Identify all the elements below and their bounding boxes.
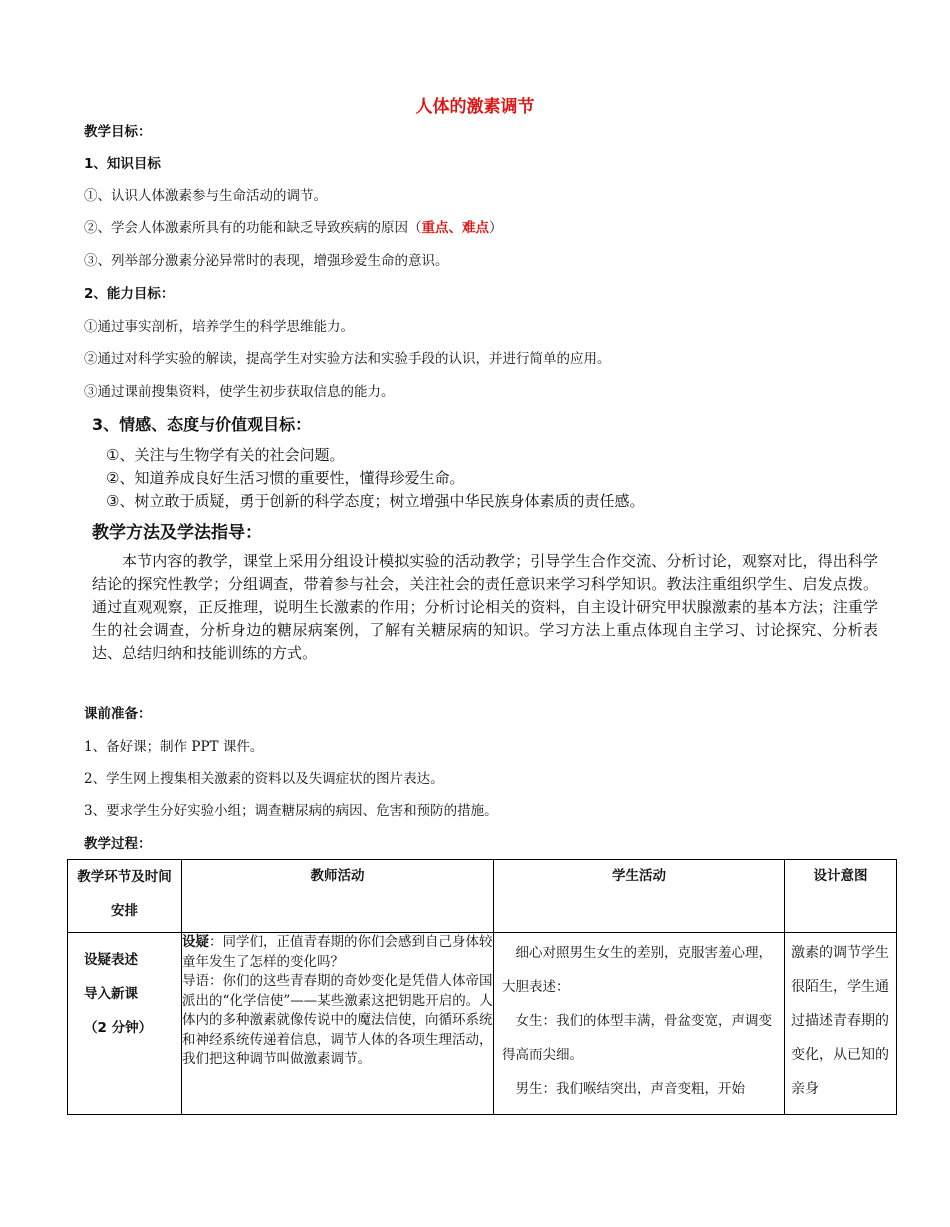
ability-heading: 2、能力目标： — [84, 286, 175, 302]
process-table — [67, 859, 897, 1115]
emotion-item-3: ③、树立敢于质疑，勇于创新的科学态度；树立增强中华民族身体素质的责任感。 — [106, 492, 645, 510]
stage-cell — [68, 933, 182, 1115]
student-male: 男生：我们喉结突出，声音变粗，开始 — [515, 1081, 745, 1097]
prep-item-3: 3、要求学生分好实验小组；调查糖尿病的病因、危害和预防的措施。 — [84, 803, 498, 819]
knowledge-heading: 1、知识目标 — [84, 156, 161, 172]
emotion-item-1: ①、关注与生物学有关的社会问题。 — [106, 446, 345, 464]
stage-line-1: 设疑表述 — [84, 952, 138, 968]
page-title: 人体的激素调节 — [415, 97, 535, 117]
header-teacher: 教师活动 — [182, 860, 494, 933]
header-student: 学生活动 — [494, 860, 785, 933]
teacher-intro: 导语：你们的这些青春期的奇妙变化是凭借人体帝国派出的“化学信使”——某些激素这把钥匙开启的。人体内的多种激素就像传说中的魔法信使，向循环系统和神经系统传递着信息，调节人体的各项生理活动，我们把这种调节叫做激素调节。 — [182, 973, 493, 1067]
knowledge-item-2 — [84, 216, 503, 236]
process-heading: 教学过程： — [84, 836, 152, 852]
method-paragraph: 本节内容的教学，课堂上采用分组设计模拟实验的活动教学；引导学生合作交流、分析讨论，观察对比，得出科学结论的探究性教学；分组调查，带着参与社会，关注社会的责任意识来学习科学知识。教法注重组织学生、启发点拨。通过直观观察，正反推理，说明生长激素的作用；分析讨论相关的资料，自主设计研究甲状腺激素的基本方法；注重学生的社会调查，分析身边的糖尿病案例，了解有关糖尿病的知识。学习方法上重点体现自主学习、讨论探究、分析表达、总结归纳和技能训练的方式。 — [92, 552, 878, 662]
knowledge-item-3: ③、列举部分激素分泌异常时的表现，增强珍爱生命的意识。 — [84, 253, 449, 269]
teacher-question — [182, 933, 493, 972]
intent-cell: 激素的调节学生很陌生，学生通过描述青春期的变化，从已知的亲身 — [785, 933, 897, 1115]
table-header-row — [68, 860, 897, 933]
stage-line-3: （2 分钟） — [84, 1020, 153, 1036]
prep-item-1: 1、备好课；制作 PPT 课件。 — [84, 739, 264, 755]
objectives-heading: 教学目标： — [84, 124, 152, 140]
knowledge-item-2-close: ） — [489, 220, 503, 236]
emotion-heading: 3、情感、态度与价值观目标： — [92, 415, 312, 434]
ability-item-3: ③通过课前搜集资料，使学生初步获取信息的能力。 — [84, 384, 395, 400]
stage-line-2: 导入新课 — [84, 986, 138, 1002]
key-difficulty-highlight: 重点、难点 — [421, 220, 489, 236]
table-row — [68, 933, 897, 1115]
method-heading: 教学方法及学法指导： — [92, 523, 262, 543]
knowledge-item-1: ①、认识人体激素参与生命活动的调节。 — [84, 188, 327, 204]
prep-heading: 课前准备： — [84, 706, 152, 722]
knowledge-item-2-text: ②、学会人体激素所具有的功能和缺乏导致疾病的原因（ — [84, 220, 422, 236]
header-intent: 设计意图 — [785, 860, 897, 933]
teacher-question-text: ：同学们，正值青春期的你们会感到自己身体较童年发生了怎样的变化吗？ — [182, 934, 493, 970]
student-female: 女生：我们的体型丰满，骨盆变宽，声调变得高而尖细。 — [502, 1013, 772, 1063]
ability-item-1: ①通过事实剖析，培养学生的科学思维能力。 — [84, 319, 354, 335]
header-stage: 教学环节及时间安排 — [68, 860, 182, 933]
prep-item-2: 2、学生网上搜集相关激素的资料以及失调症状的图片表达。 — [84, 771, 444, 787]
student-cell — [494, 933, 785, 1115]
teacher-cell — [182, 933, 494, 1115]
teacher-question-label: 设疑 — [182, 934, 209, 950]
emotion-item-2: ②、知道养成良好生活习惯的重要性，懂得珍爱生命。 — [106, 469, 465, 487]
ability-item-2: ②通过对科学实验的解读，提高学生对实验方法和实验手段的认识，并进行简单的应用。 — [84, 351, 611, 367]
student-intro: 细心对照男生女生的差别，克服害羞心理，大胆表述： — [502, 945, 772, 995]
